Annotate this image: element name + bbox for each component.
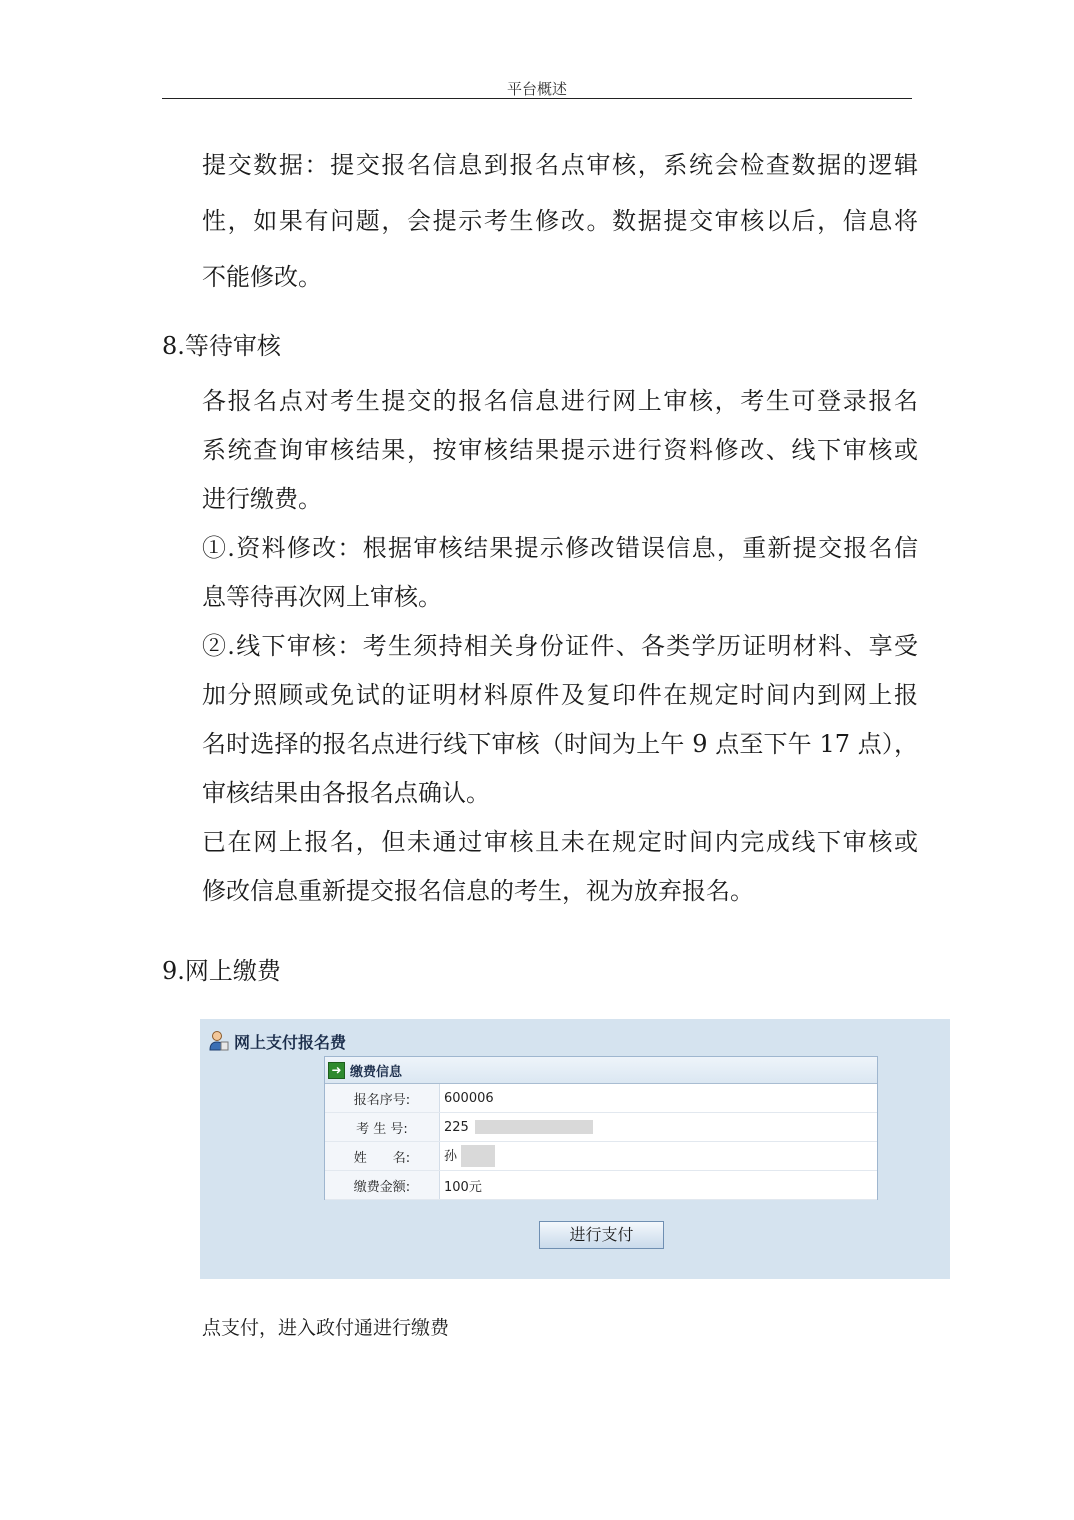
paragraph-line: 名时选择的报名点进行线下审核（时间为上午 9 点至下午 17 点）， <box>202 730 918 758</box>
panel-title: 缴费信息 <box>350 1064 403 1080</box>
table-row <box>325 1142 877 1171</box>
redaction-blur <box>475 1120 593 1134</box>
panel-header <box>325 1057 877 1084</box>
pay-button[interactable]: 进行支付 <box>539 1221 664 1249</box>
paragraph-line: 已在网上报名，但未通过审核且未在规定时间内完成线下审核或 <box>202 828 918 856</box>
row-value-cell <box>440 1142 878 1171</box>
paragraph-line: 不能修改。 <box>202 263 322 291</box>
section-8-body <box>202 377 918 916</box>
paragraph-line: 进行缴费。 <box>202 485 322 513</box>
screenshot-title: 网上支付报名费 <box>234 1032 347 1052</box>
paragraph-line: 各报名点对考生提交的报名信息进行网上审核，考生可登录报名 <box>202 387 918 415</box>
paragraph-line: 性，如果有问题，会提示考生修改。数据提交审核以后，信息将 <box>202 207 918 235</box>
caption: 点支付，进入政付通进行缴费 <box>202 1317 450 1339</box>
paragraph-line: 提交数据：提交报名信息到报名点审核，系统会检查数据的逻辑 <box>202 151 918 179</box>
row-value: 225 <box>444 1119 469 1135</box>
row-value-cell <box>440 1113 878 1142</box>
row-value: 600006 <box>440 1084 878 1113</box>
paragraph-line: ②.线下审核：考生须持相关身份证件、各类学历证明材料、享受 <box>202 632 918 660</box>
row-value: 100元 <box>440 1171 878 1200</box>
payment-info-panel <box>324 1056 878 1200</box>
row-value: 孙 <box>444 1148 458 1164</box>
paragraph-line: 息等待再次网上审核。 <box>202 583 442 611</box>
paragraph-line: 加分照顾或免试的证明材料原件及复印件在规定时间内到网上报 <box>202 681 918 709</box>
row-label: 考 生 号: <box>325 1113 440 1142</box>
arrow-right-icon: ➜ <box>328 1062 345 1079</box>
table-row <box>325 1113 877 1142</box>
submit-paragraph <box>202 137 918 305</box>
paragraph-line: 系统查询审核结果，按审核结果提示进行资料修改、线下审核或 <box>202 436 918 464</box>
header-rule <box>162 98 912 99</box>
payment-screenshot <box>200 1019 950 1279</box>
redaction-blur <box>461 1145 495 1167</box>
payment-info-table <box>325 1084 877 1200</box>
row-label: 姓 名: <box>325 1142 440 1171</box>
row-label: 缴费金额: <box>325 1171 440 1200</box>
user-icon <box>208 1030 230 1052</box>
paragraph-line: 修改信息重新提交报名信息的考生，视为放弃报名。 <box>202 877 754 905</box>
table-row <box>325 1171 877 1200</box>
paragraph-line: 审核结果由各报名点确认。 <box>202 779 490 807</box>
page-header-title: 平台概述 <box>506 80 567 98</box>
table-row <box>325 1084 877 1113</box>
screenshot-title-bar <box>208 1029 346 1053</box>
paragraph-line: ①.资料修改：根据审核结果提示修改错误信息，重新提交报名信 <box>202 534 918 562</box>
section-8-heading: 8.等待审核 <box>162 332 281 360</box>
section-9-heading: 9.网上缴费 <box>162 957 281 985</box>
row-label: 报名序号: <box>325 1084 440 1113</box>
